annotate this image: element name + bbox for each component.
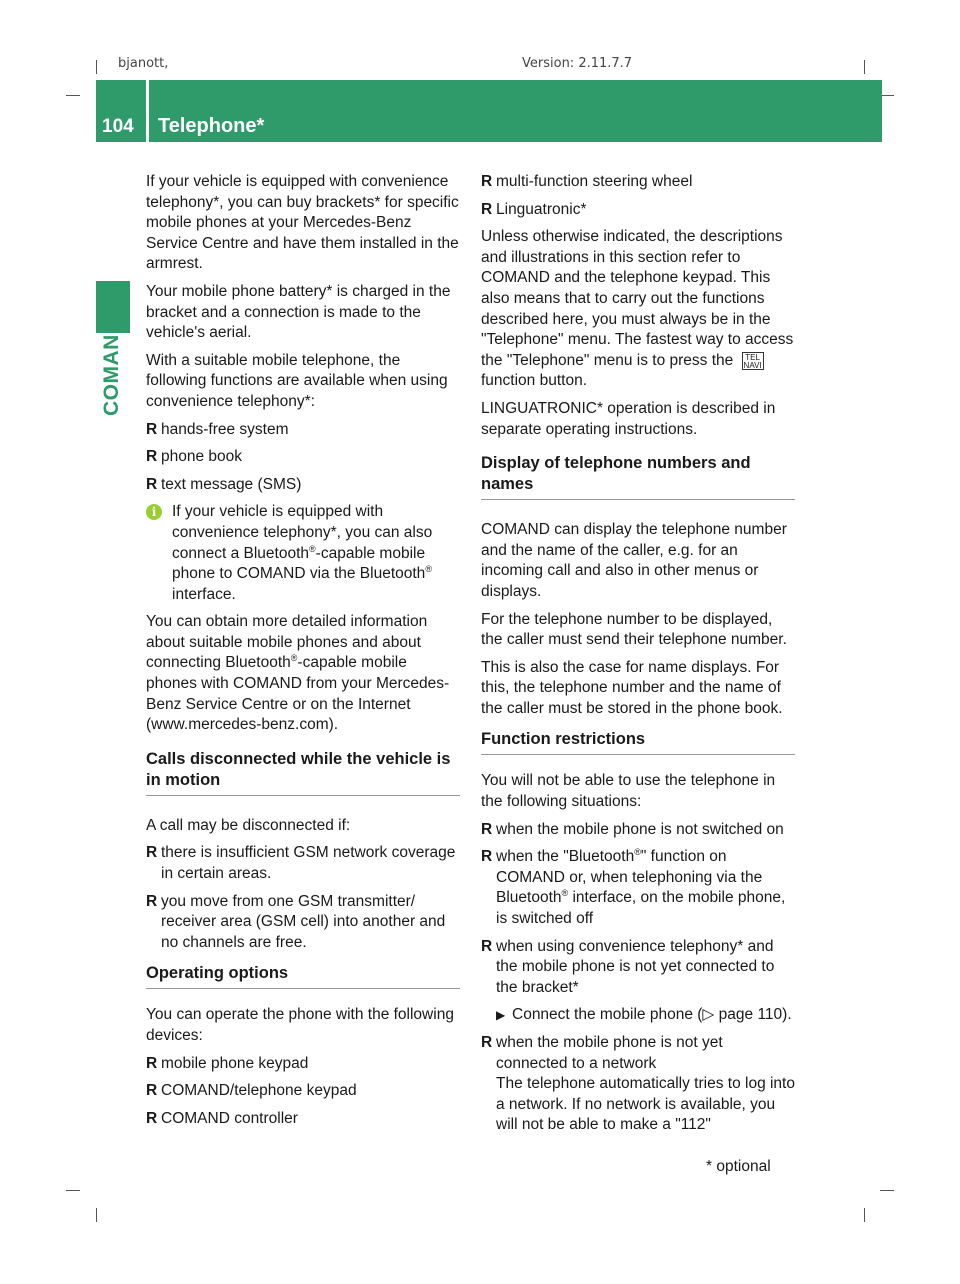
left-column — [146, 172, 460, 1136]
bullet-icon: R — [481, 848, 493, 866]
crop-mark — [66, 1190, 80, 1191]
paragraph: A call may be disconnected if: — [146, 816, 351, 834]
paragraph: With a suitable mobile telephone, the following functions are available when using convenience telephony*: — [146, 351, 448, 410]
paragraph: You will not be able to use the telephone in the following situations: — [481, 772, 776, 811]
section-heading: Display of telephone numbers and names — [481, 453, 795, 500]
paragraph: Unless otherwise indicated, the descriptions and illustrations in this section refer to COMAND and the telephone keypad. This also means that to carry out the functions described here, you must always be in the "Telephone" menu. The fastest way to access the "Telephone" menu is to press the TEL NAVI function button. — [481, 228, 794, 390]
paragraph: Your mobile phone battery* is charged in the bracket and a connection is made to the vehicle's aerial. — [146, 282, 451, 342]
list-item: R multi-function steering wheel — [481, 172, 795, 193]
list-item: R when the "Bluetooth®" function on COMAND or, when telephoning via the Bluetooth® interface, on the mobile phone, is switched off — [481, 847, 786, 928]
crop-mark — [880, 1190, 894, 1191]
list-item: R there is insufficient GSM network coverage in certain areas. — [146, 844, 456, 883]
bullet-icon: R — [146, 1109, 158, 1127]
paragraph: You can operate the phone with the following devices: — [146, 1006, 454, 1044]
list-item-continuation: The telephone automatically tries to log into a network. If no network is available, you will not be able to make a "112" — [496, 1075, 795, 1134]
crop-mark — [864, 60, 865, 74]
bullet-icon: R — [146, 448, 158, 466]
list-item: R phone book — [146, 447, 460, 468]
bullet-icon: R — [481, 173, 493, 190]
list-item: R when the mobile phone is not yet connected to a network — [481, 1034, 723, 1072]
list-item: R when the mobile phone is not switched on — [481, 820, 795, 841]
bullet-icon: R — [481, 937, 493, 955]
list-item: R when using convenience telephony* and the mobile phone is not yet connected to the bracket* — [481, 937, 775, 996]
subsection-heading: Function restrictions — [481, 729, 795, 755]
arrow-icon: ▶ — [496, 1008, 506, 1023]
crop-mark — [66, 95, 80, 96]
list-item: R you move from one GSM transmitter/ receiver area (GSM cell) into another and no channels are free. — [146, 892, 446, 951]
crop-mark — [864, 1208, 865, 1222]
instruction-step: ▶ Connect the mobile phone (▷ page 110). — [481, 1005, 795, 1026]
info-icon: i — [146, 504, 162, 520]
list-item: R COMAND controller — [146, 1109, 460, 1130]
bullet-icon: R — [146, 1054, 158, 1072]
paragraph: If your vehicle is equipped with convenience telephony*, you can buy brackets* for specific mobile phones at your Mercedes-Benz Service Centre and have them installed in the armrest. — [146, 173, 459, 273]
paragraph: For the telephone number to be displayed, the caller must send their telephone number. — [481, 610, 787, 649]
bullet-icon: R — [481, 820, 493, 838]
list-item: R text message (SMS) — [146, 475, 460, 496]
list-item: R hands-free system — [146, 420, 460, 441]
paragraph: You can obtain more detailed information about suitable mobile phones and about connecting Bluetooth®-capable mobile phones with COMAND from your Mercedes-Benz Service Centre or on the Internet (www.mercedes-benz.com). — [146, 613, 450, 734]
bullet-icon: R — [146, 475, 158, 493]
footnote: * optional — [706, 1158, 771, 1175]
right-column — [481, 172, 795, 1136]
paragraph: This is also the case for name displays. For this, the telephone number and the name of the caller must be stored in the phone book. — [481, 658, 783, 717]
page-title: Telephone* — [158, 115, 265, 137]
header-divider — [146, 80, 149, 142]
bullet-icon: R — [481, 200, 493, 218]
tel-navi-key-icon: TEL NAVI — [743, 352, 762, 370]
bullet-icon: R — [146, 844, 158, 862]
crop-mark — [96, 60, 97, 74]
bullet-icon: R — [146, 1082, 158, 1100]
paragraph: COMAND can display the telephone number and the name of the caller, e.g. for an incoming call and also in other menus or displays. — [481, 521, 787, 600]
page-header — [96, 80, 882, 142]
bullet-icon: R — [146, 420, 158, 438]
section-heading: Calls disconnected while the vehicle is in motion — [146, 749, 460, 796]
meta-left: bjanott, — [118, 56, 169, 71]
list-item: R COMAND/telephone keypad — [146, 1081, 460, 1102]
bullet-icon: R — [481, 1034, 493, 1051]
page-number: 104 — [102, 116, 134, 137]
section-tab-label: COMAND — [100, 318, 123, 416]
crop-mark — [880, 95, 894, 96]
list-item: R mobile phone keypad — [146, 1054, 460, 1075]
meta-right: Version: 2.11.7.7 — [522, 56, 633, 71]
paragraph: LINGUATRONIC* operation is described in separate operating instructions. — [481, 399, 776, 438]
bullet-icon: R — [146, 892, 158, 910]
subsection-heading: Operating options — [146, 963, 460, 989]
info-note: i If your vehicle is equipped with convenience telephony*, you can also connect a Bluetooth®-capable mobile phone to COMAND via the Bluetooth® interface. — [146, 502, 460, 605]
list-item: R Linguatronic* — [481, 200, 795, 221]
crop-mark — [96, 1208, 97, 1222]
